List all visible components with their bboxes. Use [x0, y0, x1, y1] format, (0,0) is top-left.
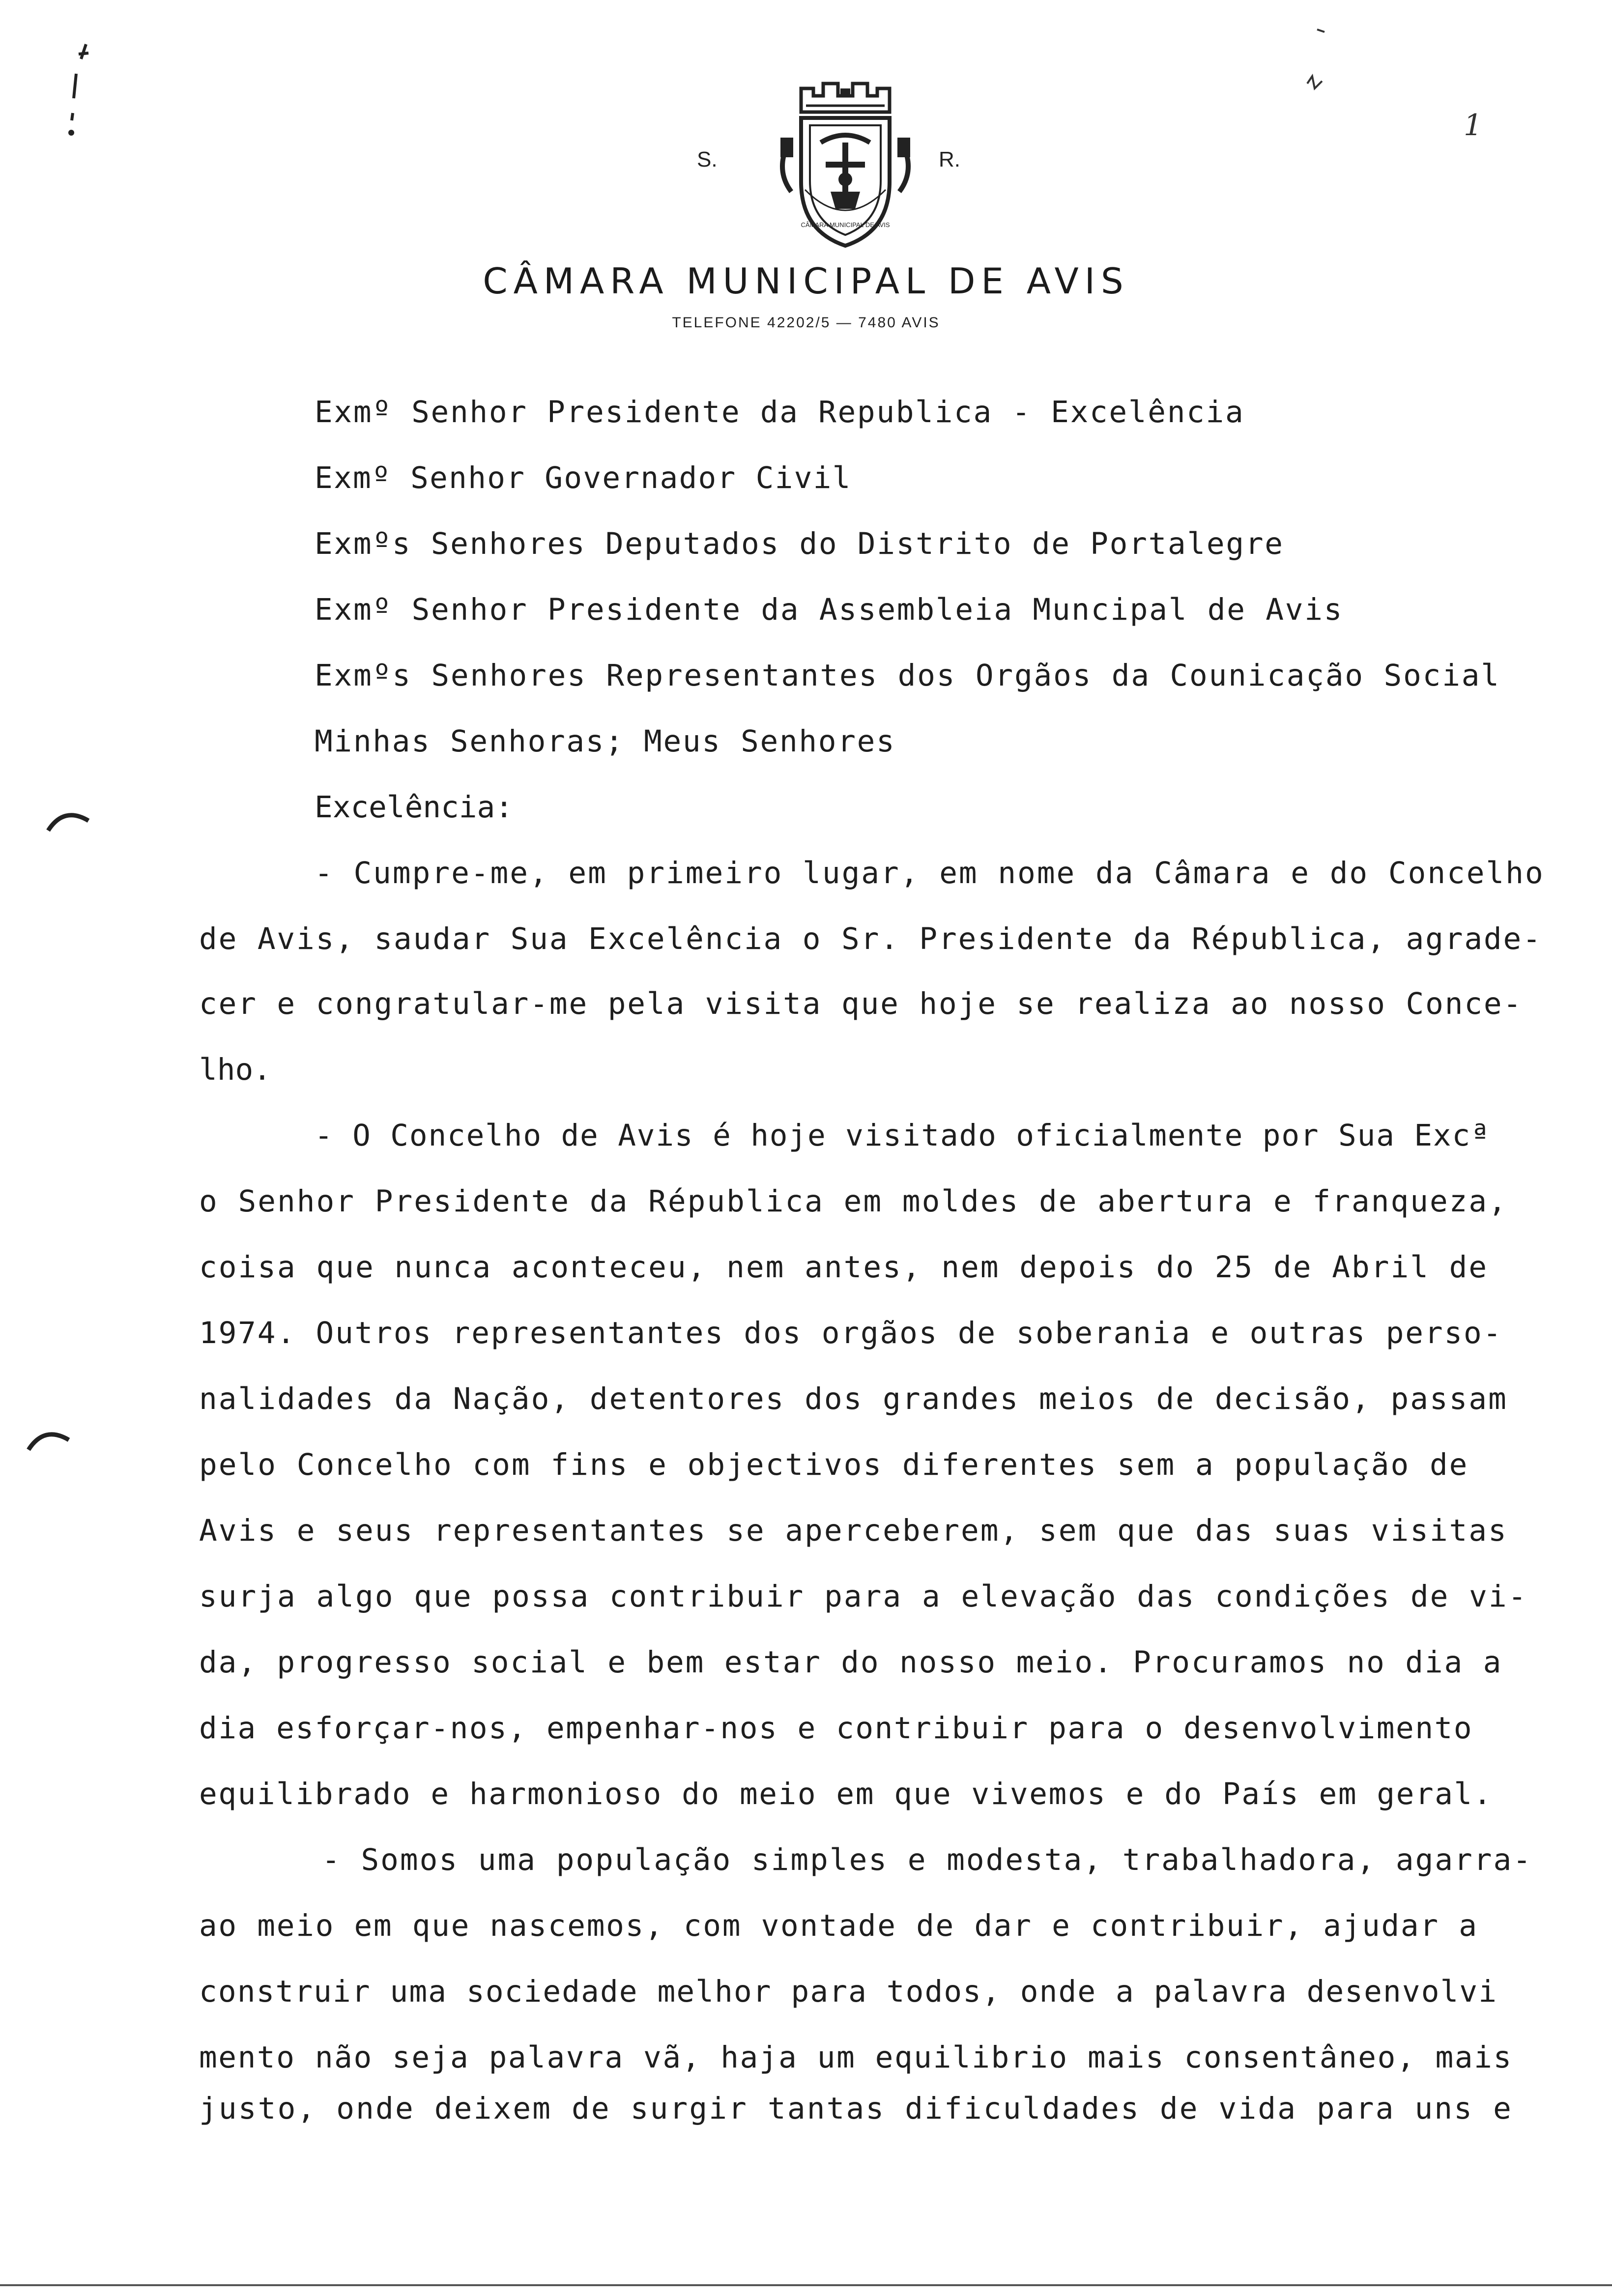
body-line: lho. — [199, 1052, 271, 1087]
organization-title: CÂMARA MUNICIPAL DE AVIS — [483, 260, 1129, 302]
body-line: dia esforçar-nos, empenhar-nos e contribuir para o desenvolvimento — [199, 1711, 1473, 1746]
corner-scribble-icon — [1268, 20, 1332, 98]
punch-hole-mark-icon — [44, 806, 93, 835]
page-number: 1 — [1464, 108, 1483, 143]
scan-edge-line — [0, 2284, 1612, 2286]
salutation-line: Exmºs Senhores Representantes dos Orgãos da Counicação Social — [315, 658, 1500, 693]
salutation-line: Exmº Senhor Presidente da Republica - Excelência — [315, 395, 1245, 430]
municipal-coat-of-arms-icon — [767, 74, 924, 251]
body-line: - O Concelho de Avis é hoje visitado oficialmente por Sua Excª — [315, 1118, 1490, 1153]
body-line: surja algo que possa contribuir para a elevação das condições de vi- — [199, 1579, 1528, 1614]
body-line: justo, onde deixem de surgir tantas dificuldades de vida para uns e — [199, 2091, 1513, 2126]
salutation-line: Minhas Senhoras; Meus Senhores — [315, 724, 896, 759]
body-line: Avis e seus representantes se aperceberem, sem que das suas visitas — [199, 1513, 1508, 1548]
margin-scribble-icon — [59, 39, 103, 143]
body-line: da, progresso social e bem estar do nosso meio. Procuramos no dia a — [199, 1645, 1503, 1680]
body-line: construir uma sociedade melhor para todos, onde a palavra desenvolvi — [199, 1974, 1498, 2009]
body-line: mento não seja palavra vã, haja um equilibrio mais consentâneo, mais — [199, 2040, 1513, 2075]
salutation-line: Exmºs Senhores Deputados do Distrito de Portalegre — [315, 526, 1284, 561]
body-line: o Senhor Presidente da Républica em moldes de abertura e franqueza, — [199, 1184, 1508, 1219]
salutation-line: Exmº Senhor Presidente da Assembleia Muncipal de Avis — [315, 592, 1344, 627]
punch-hole-mark-icon — [25, 1425, 74, 1455]
salutation-line: Exmº Senhor Governador Civil — [315, 460, 852, 495]
body-line: cer e congratular-me pela visita que hoje se realiza ao nosso Conce- — [199, 986, 1523, 1021]
body-line: nalidades da Nação, detentores dos grandes meios de decisão, passam — [199, 1381, 1508, 1416]
organization-contact: TELEFONE 42202/5 — 7480 AVIS — [672, 315, 940, 331]
body-line: de Avis, saudar Sua Excelência o Sr. Presidente da Républica, agrade- — [199, 921, 1542, 956]
body-line: ao meio em que nascemos, com vontade de dar e contribuir, ajudar a — [199, 1908, 1478, 1943]
salutation-line: Excelência: — [315, 790, 513, 825]
body-line: pelo Concelho com fins e objectivos diferentes sem a população de — [199, 1447, 1469, 1482]
header-right-letter: R. — [939, 147, 960, 172]
body-line: - Cumpre-me, em primeiro lugar, em nome da Câmara e do Concelho — [315, 856, 1545, 890]
body-line: - Somos uma população simples e modesta, trabalhadora, agarra- — [322, 1842, 1532, 1877]
crest-banner-text: CÂMARA MUNICIPAL DE AVIS — [801, 221, 890, 229]
body-line: 1974. Outros representantes dos orgãos de soberania e outras perso- — [199, 1316, 1503, 1350]
header-left-letter: S. — [697, 147, 718, 172]
body-line: equilibrado e harmonioso do meio em que vivemos e do País em geral. — [199, 1777, 1493, 1811]
body-line: coisa que nunca aconteceu, nem antes, nem depois do 25 de Abril de — [199, 1250, 1489, 1285]
